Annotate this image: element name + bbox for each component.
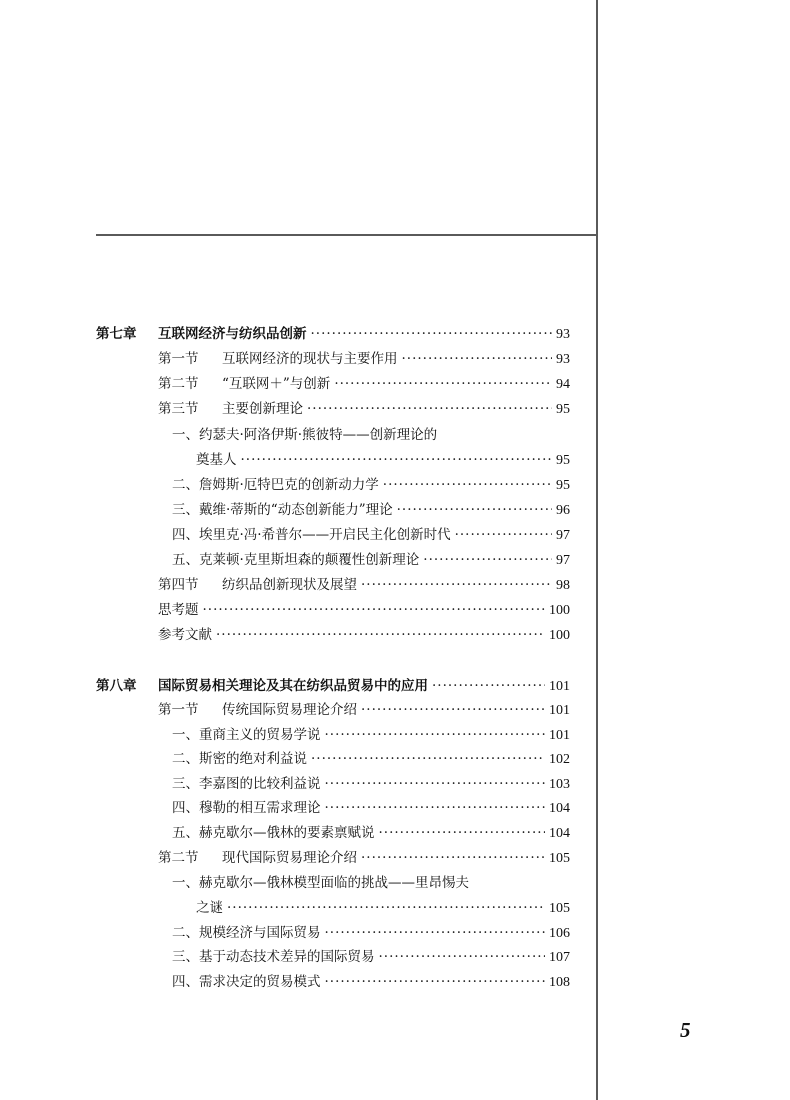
subsection-title: 一、重商主义的贸易学说 <box>172 727 321 743</box>
page-ref: 105 <box>549 851 570 866</box>
references-title: 参考文献 <box>158 627 212 643</box>
leader-dots <box>383 475 552 495</box>
toc-subsection-continuation <box>196 898 570 918</box>
section-title: 互联网经济的现状与主要作用 <box>222 351 398 367</box>
page-ref: 103 <box>549 777 570 792</box>
page-ref: 101 <box>549 728 570 743</box>
leader-dots <box>216 625 545 645</box>
page-ref: 106 <box>549 926 570 941</box>
subsection-title: 三、基于动态技术差异的国际贸易 <box>172 949 375 965</box>
leader-dots <box>361 700 545 720</box>
leader-dots <box>325 774 546 794</box>
leader-dots <box>432 676 545 696</box>
subsection-title: 一、约瑟夫·阿洛伊斯·熊彼特——创新理论的 <box>172 427 438 443</box>
subsection-title: 二、詹姆斯·厄特巴克的创新动力学 <box>172 477 379 493</box>
section-title: 现代国际贸易理论介绍 <box>222 850 357 866</box>
page-ref: 93 <box>556 327 570 342</box>
toc-section <box>158 374 570 394</box>
section-number: 第二节 <box>158 376 199 392</box>
leader-dots <box>423 550 552 570</box>
page-number: 5 <box>680 1018 691 1042</box>
chapter-number: 第八章 <box>96 678 137 694</box>
page-ref: 101 <box>549 679 570 694</box>
leader-dots <box>361 575 552 595</box>
toc-chapter-8 <box>96 676 570 696</box>
section-title: 纺织品创新现状及展望 <box>222 577 357 593</box>
page-ref: 94 <box>556 377 570 392</box>
subsection-title: 四、埃里克·冯·希普尔——开启民主化创新时代 <box>172 527 451 543</box>
page-ref: 98 <box>556 578 570 593</box>
subsection-title: 三、李嘉图的比较利益说 <box>172 776 321 792</box>
subsection-title: 五、赫克歇尔—俄林的要素禀赋说 <box>172 825 375 841</box>
toc-subsection <box>172 873 570 893</box>
page-ref: 107 <box>549 950 570 965</box>
section-title: 传统国际贸易理论介绍 <box>222 702 357 718</box>
subsection-title: 之谜 <box>196 900 223 916</box>
leader-dots <box>227 898 545 918</box>
leader-dots <box>379 947 546 967</box>
page-ref: 101 <box>549 703 570 718</box>
leader-dots <box>455 525 552 545</box>
subsection-title: 奠基人 <box>196 452 237 468</box>
toc-questions <box>158 600 570 620</box>
leader-dots <box>325 798 546 818</box>
subsection-title: 四、穆勒的相互需求理论 <box>172 800 321 816</box>
leader-dots <box>397 500 552 520</box>
toc-subsection <box>172 972 570 992</box>
toc-subsection <box>172 923 570 943</box>
toc-subsection <box>172 947 570 967</box>
toc-subsection <box>172 725 570 745</box>
leader-dots <box>361 848 545 868</box>
page-ref: 100 <box>549 628 570 643</box>
chapter-title: 互联网经济与纺织品创新 <box>158 326 307 342</box>
leader-dots <box>334 374 552 394</box>
page-ref: 93 <box>556 352 570 367</box>
page-ref: 108 <box>549 975 570 990</box>
header-horizontal-rule <box>96 234 596 236</box>
margin-vertical-rule <box>596 0 598 1100</box>
section-number: 第一节 <box>158 702 199 718</box>
toc-subsection-continuation <box>196 450 570 470</box>
subsection-title: 五、克莱顿·克里斯坦森的颠覆性创新理论 <box>172 552 420 568</box>
toc-subsection <box>172 774 570 794</box>
page-ref: 100 <box>549 603 570 618</box>
section-number: 第三节 <box>158 401 199 417</box>
page-ref: 104 <box>549 801 570 816</box>
toc-section <box>158 700 570 720</box>
section-title: “互联网＋”与创新 <box>222 376 331 392</box>
toc-section <box>158 399 570 419</box>
leader-dots <box>379 823 546 843</box>
subsection-title: 二、规模经济与国际贸易 <box>172 925 321 941</box>
toc-subsection <box>172 749 570 769</box>
page-ref: 97 <box>556 553 570 568</box>
leader-dots <box>311 324 553 344</box>
page-ref: 96 <box>556 503 570 518</box>
toc-section <box>158 848 570 868</box>
section-number: 第四节 <box>158 577 199 593</box>
toc-subsection <box>172 823 570 843</box>
toc-subsection <box>172 500 570 520</box>
page-ref: 102 <box>549 752 570 767</box>
leader-dots <box>402 349 553 369</box>
toc-section <box>158 349 570 369</box>
chapter-number: 第七章 <box>96 326 137 342</box>
subsection-title: 三、戴维·蒂斯的“动态创新能力”理论 <box>172 502 393 518</box>
leader-dots <box>325 972 546 992</box>
page-ref: 95 <box>556 478 570 493</box>
toc-subsection <box>172 475 570 495</box>
section-title: 主要创新理论 <box>222 401 303 417</box>
page-ref: 104 <box>549 826 570 841</box>
toc-references <box>158 625 570 645</box>
leader-dots <box>325 923 546 943</box>
page-ref: 95 <box>556 402 570 417</box>
page-ref: 97 <box>556 528 570 543</box>
questions-title: 思考题 <box>158 602 199 618</box>
section-number: 第二节 <box>158 850 199 866</box>
page-ref: 95 <box>556 453 570 468</box>
leader-dots <box>325 725 546 745</box>
leader-dots <box>203 600 546 620</box>
section-number: 第一节 <box>158 351 199 367</box>
toc-subsection <box>172 525 570 545</box>
toc-chapter-7 <box>96 324 570 344</box>
toc-section <box>158 575 570 595</box>
subsection-title: 一、赫克歇尔—俄林模型面临的挑战——里昂惕夫 <box>172 875 469 891</box>
leader-dots <box>241 450 553 470</box>
toc-subsection <box>172 425 570 445</box>
leader-dots <box>311 749 545 769</box>
leader-dots <box>307 399 552 419</box>
subsection-title: 四、需求决定的贸易模式 <box>172 974 321 990</box>
subsection-title: 二、斯密的绝对利益说 <box>172 751 307 767</box>
toc-subsection <box>172 550 570 570</box>
chapter-title: 国际贸易相关理论及其在纺织品贸易中的应用 <box>158 678 428 694</box>
toc-subsection <box>172 798 570 818</box>
page-ref: 105 <box>549 901 570 916</box>
